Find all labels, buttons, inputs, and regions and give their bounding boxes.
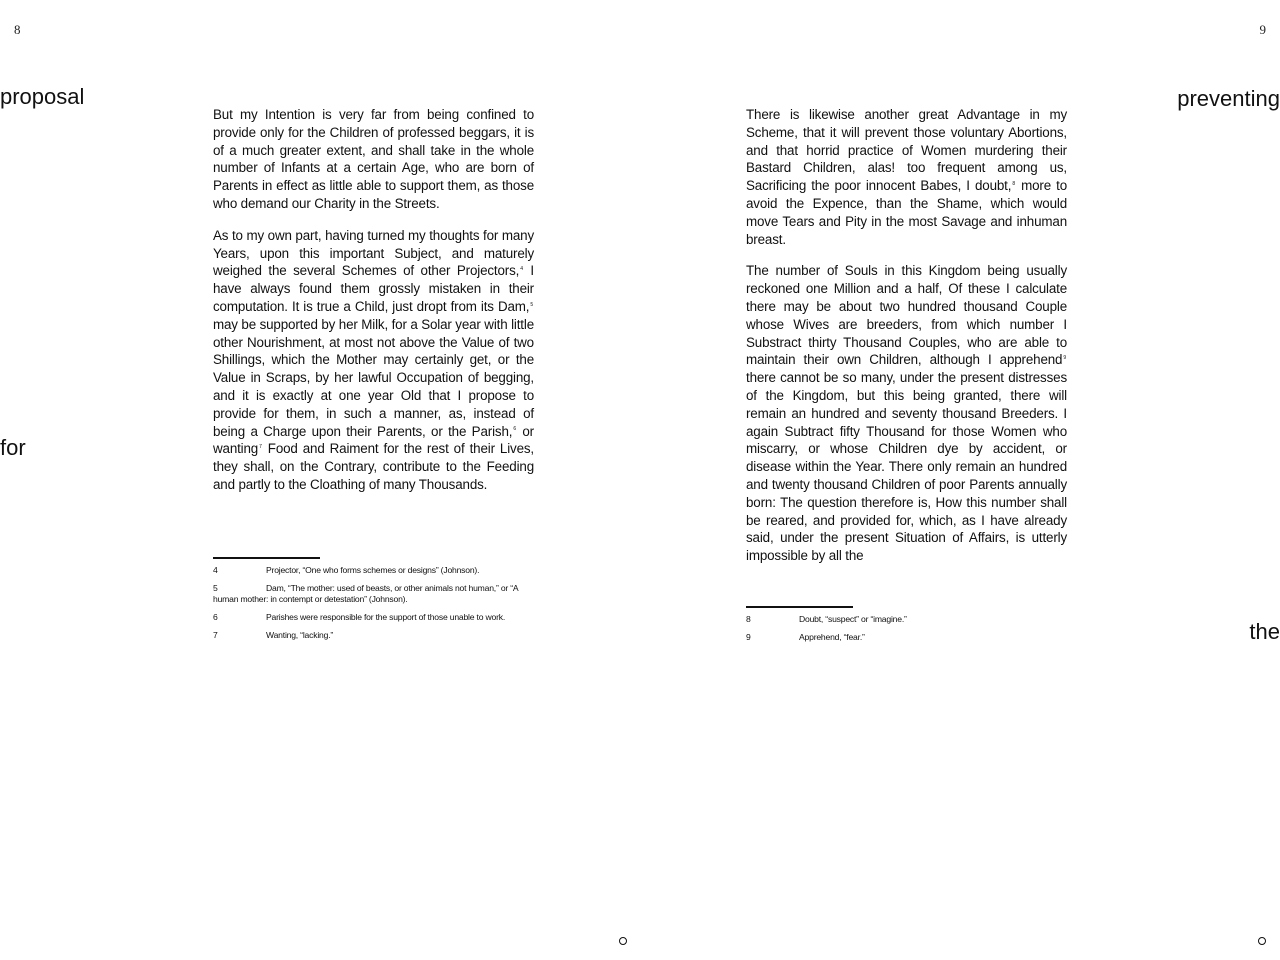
left-text-column [213,106,534,508]
paragraph [213,227,534,494]
footnote-text: Projector, “One who forms schemes or designs” (Johnson). [266,565,480,575]
footnote-item [213,630,534,641]
footnote-text: Parishes were responsible for the support of those unable to work. [266,612,506,622]
footnote-reference[interactable]: 5 [530,301,533,308]
footnote-number: 4 [213,565,218,575]
paragraph-text: I have always found them grossly mistaken in their computation. It is true a Child, just dropt from its Dam, [213,263,534,314]
footnote-text: Doubt, “suspect” or “imagine.” [799,614,907,624]
footnote-item [213,565,534,576]
right-footnotes [746,606,1067,650]
paragraph-text: Food and Raiment for the rest of their Lives, they shall, on the Contrary, contribute to the Feeding and partly to the Cloathing of many Thousands. [213,441,534,492]
paragraph [746,106,1067,248]
paragraph-text: But my Intention is very far from being confined to provide only for the Children of professed beggars, it is of a much greater extent, and shall take in the whole number of Infants at a certain Age, who are born of Parents in effect as little able to support them, as those who demand our Charity in the Streets. [213,107,534,211]
paragraph [213,106,534,213]
footnote-number: 5 [213,583,218,593]
footnote-number: 6 [213,612,218,622]
circle-mark-icon [619,937,627,945]
footnote-text: Apprehend, “fear.” [799,632,865,642]
footnote-number: 9 [746,632,751,642]
page-number-right: 9 [1259,22,1266,37]
page-number-left: 8 [14,22,21,37]
footnote-rule [746,606,853,608]
margin-word-for: for [0,435,26,460]
footnote-reference[interactable]: 9 [1063,354,1066,361]
paragraph-text: The number of Souls in this Kingdom being usually reckoned one Million and a half, Of these I calculate there may be about two hundred thousand Couple whose Wives are breeders, from which number I Substract thirty Thousand Couples, who are able to maintain their own Children, although I apprehend [746,263,1067,368]
paragraph-text: As to my own part, having turned my thoughts for many Years, upon this important Subject, and maturely weighed the several Schemes of other Projectors, [213,227,534,279]
margin-word-the: the [1249,619,1280,644]
margin-word-preventing: preventing [1177,86,1280,111]
margin-word-proposal: proposal [0,84,85,109]
paragraph [746,262,1067,565]
footnote-text: Wanting, “lacking.” [266,630,334,640]
paragraph-text: There is likewise another great Advantage in my Scheme, that it will prevent those voluntary Abortions, and that horrid practice of Women murdering their Bastard Children, alas! too frequent among us, Sacrificing the poor innocent Babes, I doubt, [746,107,1067,194]
paragraph-text: more to avoid the Expence, than the Shame, which would move Tears and Pity in the most Savage and inhuman breast. [746,178,1067,247]
paragraph-text: there cannot be so many, under the present distresses of the Kingdom, but this being granted, there will remain an hundred and seventy thousand Breeders. I again Subtract fifty Thousand for those Women who miscarry, or whose Children dye by accident, or disease within the Year. There only remain an hundred and twenty thousand Children of poor Parents annually born: The question therefore is, How this number shall be reared, and provided for, which, as I have already said, under the present Situation of Affairs, is utterly impossible by all the [746,370,1067,564]
footnote-reference[interactable]: 8 [1012,180,1015,187]
footnote-item [746,614,1067,625]
right-text-column [746,106,1067,579]
footnote-reference[interactable]: 4 [520,265,523,272]
footnote-number: 8 [746,614,751,624]
footnote-rule [213,557,320,559]
paragraph-text: may be supported by her Milk, for a Solar year with little other Nourishment, at most not above the Value of two Shillings, which the Mother may certainly get, or the Value in Scraps, by her lawful Occupation of begging, and it is exactly at one year Old that I propose to provide for them, in such a manner, as, instead of being a Charge upon their Parents, or the Parish, [213,316,534,439]
footnote-reference[interactable]: 6 [513,426,516,433]
footnote-text: Dam, “The mother: used of beasts, or other animals not human,” or “A human mother: in contempt or detestation” (Johnson). [213,583,518,604]
paragraph-text: or wanting [213,423,534,457]
footnote-reference[interactable]: 7 [259,443,262,450]
footnote-item [746,632,1067,643]
left-footnotes [213,557,534,648]
circle-mark-icon [1258,937,1266,945]
footnote-number: 7 [213,630,218,640]
footnote-item [213,583,534,605]
footnote-item [213,612,534,623]
